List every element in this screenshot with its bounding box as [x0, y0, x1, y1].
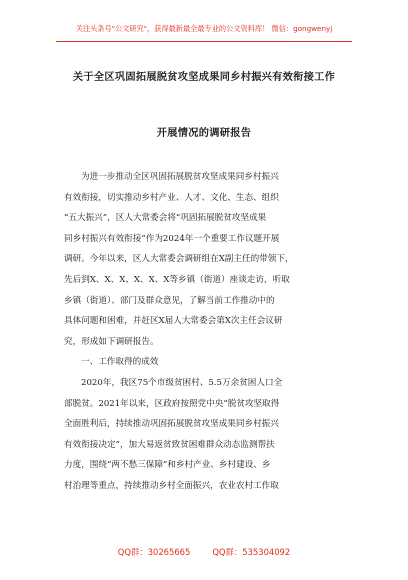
body-line: 力度，围绕“两不愁三保障”和乡村产业、乡村建设、乡 [64, 460, 271, 471]
body-line: 2020年，我区75个市级贫困村、5.5万余贫困人口全 [81, 377, 283, 388]
body-line: 先后到X、X、X、X、X、X等乡镇（街道）座谈走访，听取 [64, 274, 290, 285]
header-banner: 关注头条号"公文研究"，获得最新最全最专业的公文资料库！ 微信：gongwenyj [75, 24, 333, 33]
document-body [64, 167, 346, 497]
body-line: 为进一步推动全区巩固拓展脱贫攻坚成果同乡村振兴 [81, 172, 279, 182]
body-line: 有效衔接，切实推动乡村产业、人才、文化、生态、组织 [64, 192, 279, 203]
body-line: 部脱贫。2021年以来，区政府按照党中央“脱贫攻坚取得 [64, 398, 280, 409]
body-line: 乡镇（街道）、部门及群众意见，了解当前工作推动中的 [64, 295, 275, 306]
body-line: “五大振兴”，区人大常委会将“巩固拓展脱贫攻坚成果 [64, 213, 267, 224]
document-title-line-1: 关于全区巩固拓展脱贫攻坚成果同乡村振兴有效衔接工作 [72, 71, 336, 83]
body-line: 调研。今年以来，区人大常委会调研组在X副主任的带领下， [64, 254, 294, 265]
footer-qq-group-1: QQ群：30265665 [117, 547, 191, 557]
body-line: 究，形成如下调研报告。 [64, 336, 159, 347]
footer-qq-group-2: QQ群：535304092 [212, 547, 291, 557]
body-line: 全面胜利后，持续推动巩固拓展脱贫攻坚成果同乡村振兴 [64, 419, 279, 430]
body-line: 同乡村振兴有效衔接”作为2024年一个重要工作议题开展 [64, 233, 280, 244]
header-divider [56, 41, 352, 42]
footer [0, 546, 408, 558]
body-line: 村治理等重点，持续推动乡村全面振兴，农业农村工作取 [64, 480, 279, 491]
document-title-line-2: 开展情况的调研报告 [156, 127, 252, 139]
body-line: 有效衔接决定”，加大易返贫致贫困难群众动态监测帮扶 [64, 439, 275, 450]
section-heading: 一、工作取得的成效 [81, 357, 159, 368]
body-line: 具体问题和困难，并赶区X届人大常委会第X次主任会议研 [64, 316, 283, 327]
